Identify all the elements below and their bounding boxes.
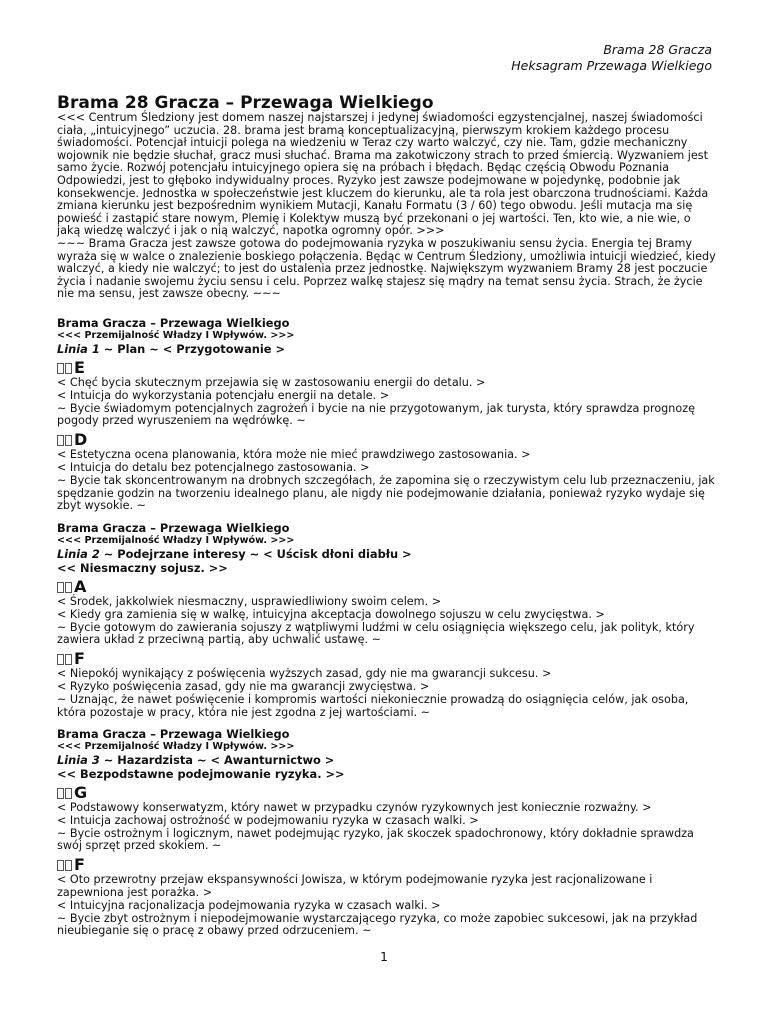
intro-paragraph: ~~~ Brama Gracza jest zawsze gotowa do podejmowania ryzyka w poszukiwaniu sensu życia. Energia tej Bramy wyraża się w walce o znalezienie boskiego połączenia. Będąc w Centrum Śledziony, umożliwia intuicji wiedzieć, kiedy walczyć, a kiedy nie walczyć; to jest do ustalenia przez jednostkę. Największym wyzwaniem Bramy 28 jest poczucie życia i nadanie swojemu życiu sensu i celu. Poprzez walkę stajesz się mądry na temat sensu życia. Strach, że życie nie ma sensu, jest zawsze obecny. ~~~ bbox=[57, 236, 716, 301]
line-title: ~ Podejrzane interesy ~ < Uścisk dłoni diabłu > bbox=[99, 547, 412, 561]
line-heading bbox=[57, 342, 717, 356]
missing-glyph-icon bbox=[57, 363, 64, 374]
planet-line: < Ryzyko poświęcenia zasad, gdy nie ma gwarancji zwycięstwa. > bbox=[57, 679, 430, 693]
planet-line: < Intuicja do wykorzystania potencjału energii na detale. > bbox=[57, 388, 390, 402]
planet-heading bbox=[57, 855, 717, 874]
missing-glyph-icon bbox=[65, 363, 72, 374]
planet-heading bbox=[57, 358, 717, 377]
missing-glyph-icon bbox=[57, 654, 64, 665]
line-title: ~ Plan ~ < Przygotowanie > bbox=[99, 342, 286, 356]
line-theme: << Bezpodstawne podejmowanie ryzyka. >> bbox=[57, 767, 345, 781]
planet-letter: E bbox=[74, 358, 85, 377]
line-title: ~ Hazardzista ~ < Awanturnictwo > bbox=[99, 753, 335, 767]
planet-line: < Chęć bycia skutecznym przejawia się w zastosowaniu energii do detalu. > bbox=[57, 376, 486, 389]
planet-line: < Estetyczna ocena planowania, która może nie mieć prawdziwego zastosowania. > bbox=[57, 448, 531, 462]
planet-line: < Niepokój wynikający z poświęcenia wyższych zasad, gdy nie ma gwarancji sukcesu. > bbox=[57, 667, 552, 681]
planet-line: ~ Uznając, że nawet poświęcenie i kompromis wartości niekoniecznie prowadzą do osiągnięcia celów, jak osoba, która pozostaje w pracy, która nie jest zgodna z jej wartościami. ~ bbox=[57, 692, 689, 719]
planet-line: ~ Bycie zbyt ostrożnym i niepodejmowanie wystarczającego ryzyka, co może zapobiec sukcesowi, jak na przykład nieubieganie się o pracę z obawy przed odrzuceniem. ~ bbox=[57, 911, 698, 938]
missing-glyph-icon bbox=[65, 435, 72, 446]
line-label: Linia 2 bbox=[57, 547, 100, 561]
planet-heading bbox=[57, 649, 717, 668]
planet-letter: A bbox=[74, 577, 87, 596]
planet-line: ~ Bycie tak skoncentrowanym na drobnych szczegółach, że zapomina się o rzeczywistym celu lub przeznaczeniu, jak spędzanie godzin na tworzeniu idealnego planu, ale nigdy nie podejmowanie działania, ponieważ ryzyko wydaje się zbyt wysokie. ~ bbox=[57, 473, 715, 513]
running-header bbox=[511, 42, 712, 74]
missing-glyph-icon bbox=[57, 860, 64, 871]
intro-paragraph: <<< Centrum Śledziony jest domem naszej najstarszej i jedynej świadomości egzystencjalnej, naszej świadomości ciała, „intuicyjnego” uczucia. 28. brama jest bramą konceptualizacyjną, pierwszym krokiem każdego procesu świadomości. Potencjał intuicji polega na wiedzeniu w Teraz czy warto walczyć, czy nie. Tam, gdzie mechaniczny wojownik nie będzie słuchał, gracz musi słuchać. Brama ma zakotwiczony strach to przed śmiercią. Wyzwaniem jest samo życie. Rozwój potencjału intuicyjnego opiera się na próbach i błędach. Będąc częścią Obwodu Poznania Odpowiedzi, jest to głęboko indywidualny proces. Ryzyko jest zawsze podejmowane w pojedynkę, podobnie jak konsekwencje. Jednostka w społeczeństwie jest kluczem do kierunku, ale ta rola jest obarczona trudnościami. Każda zmiana kierunku jest bezpośrednim wynikiem Mutacji, Kanału Formatu (3 / 60) tego obwodu. Jeśli mutacja ma się powieść i zastąpić stare nowym, Plemię i Kolektyw muszą być przekonani o jej wartości. Ten, kto wie, a nie wie, o jaką wiedzę walczyć i jak o nią walczyć, napotka ogromny opór. >>> bbox=[57, 111, 709, 238]
planet-line: < Kiedy gra zamienia się w walkę, intuicyjna akceptacja dowolnego sojuszu w celu zwycięstwa. > bbox=[57, 607, 605, 621]
missing-glyph-icon bbox=[65, 582, 72, 593]
missing-glyph-icon bbox=[57, 582, 64, 593]
planet-letter: F bbox=[74, 649, 85, 669]
page-number: 1 bbox=[380, 949, 388, 964]
line-label: Linia 3 bbox=[57, 753, 100, 767]
missing-glyph-icon bbox=[65, 654, 72, 665]
missing-glyph-icon bbox=[65, 860, 72, 871]
planet-line: < Oto przewrotny przejaw ekspansywności Jowisza, w którym podejmowanie ryzyka jest racjonalizowane i zapewniona jest porażka. > bbox=[57, 873, 653, 899]
missing-glyph-icon bbox=[65, 788, 72, 799]
section-title: Brama Gracza – Przewaga Wielkiego bbox=[57, 521, 290, 535]
running-header-gate: Brama 28 Gracza bbox=[603, 42, 712, 57]
planet-heading bbox=[57, 577, 717, 596]
planet-line: < Środek, jakkolwiek niesmaczny, usprawiedliwiony swoim celem. > bbox=[57, 595, 442, 608]
section-subtitle: <<< Przemijalność Władzy I Wpływów. >>> bbox=[57, 741, 295, 752]
planet-letter: G bbox=[74, 783, 88, 802]
line-heading bbox=[57, 753, 717, 767]
planet-line: < Podstawowy konserwatyzm, który nawet w przypadku czynów ryzykownych jest koniecznie rozważny. > bbox=[57, 801, 652, 814]
section-title: Brama Gracza – Przewaga Wielkiego bbox=[57, 727, 290, 741]
line-heading bbox=[57, 547, 717, 561]
section-title: Brama Gracza – Przewaga Wielkiego bbox=[57, 316, 290, 330]
planet-line: < Intuicyjna racjonalizacja podejmowania ryzyka w czasach walki. > bbox=[57, 898, 441, 912]
planet-line: < Intuicja zachowaj ostrożność w podejmowaniu ryzyka w czasach walki. > bbox=[57, 813, 479, 827]
planet-line: < Intuicja do detalu bez potencjalnego zastosowania. > bbox=[57, 460, 370, 474]
planet-heading bbox=[57, 430, 717, 449]
section-subtitle: <<< Przemijalność Władzy I Wpływów. >>> bbox=[57, 330, 295, 341]
document-title: Brama 28 Gracza – Przewaga Wielkiego bbox=[57, 93, 434, 113]
missing-glyph-icon bbox=[57, 788, 64, 799]
planet-line: ~ Bycie ostrożnym i logicznym, nawet podejmując ryzyko, jak skoczek spadochronowy, który dokładnie sprawdza swój sprzęt przed skokiem. ~ bbox=[57, 826, 694, 853]
line-theme: << Niesmaczny sojusz. >> bbox=[57, 561, 228, 575]
planet-line: ~ Bycie świadomym potencjalnych zagrożeń i bycie na nie przygotowanym, jak turysta, który sprawdza prognozę pogody przed wyruszeniem na wędrówkę. ~ bbox=[57, 401, 695, 428]
missing-glyph-icon bbox=[57, 435, 64, 446]
section-subtitle: <<< Przemijalność Władzy I Wpływów. >>> bbox=[57, 535, 295, 546]
running-header-hexagram: Heksagram Przewaga Wielkiego bbox=[511, 58, 712, 73]
line-label: Linia 1 bbox=[57, 342, 100, 356]
line-section-3 bbox=[57, 727, 717, 938]
planet-line: ~ Bycie gotowym do zawierania sojuszy z wątpliwymi ludźmi w celu osiągnięcia większego celu, jak polityk, który zawiera układ z przeciwną partią, aby uchwalić ustawę. ~ bbox=[57, 620, 695, 647]
planet-heading bbox=[57, 783, 717, 802]
line-section-1 bbox=[57, 316, 717, 513]
planet-letter: F bbox=[74, 855, 85, 875]
intro-text bbox=[57, 112, 717, 301]
planet-letter: D bbox=[74, 430, 88, 450]
line-section-2 bbox=[57, 521, 717, 719]
